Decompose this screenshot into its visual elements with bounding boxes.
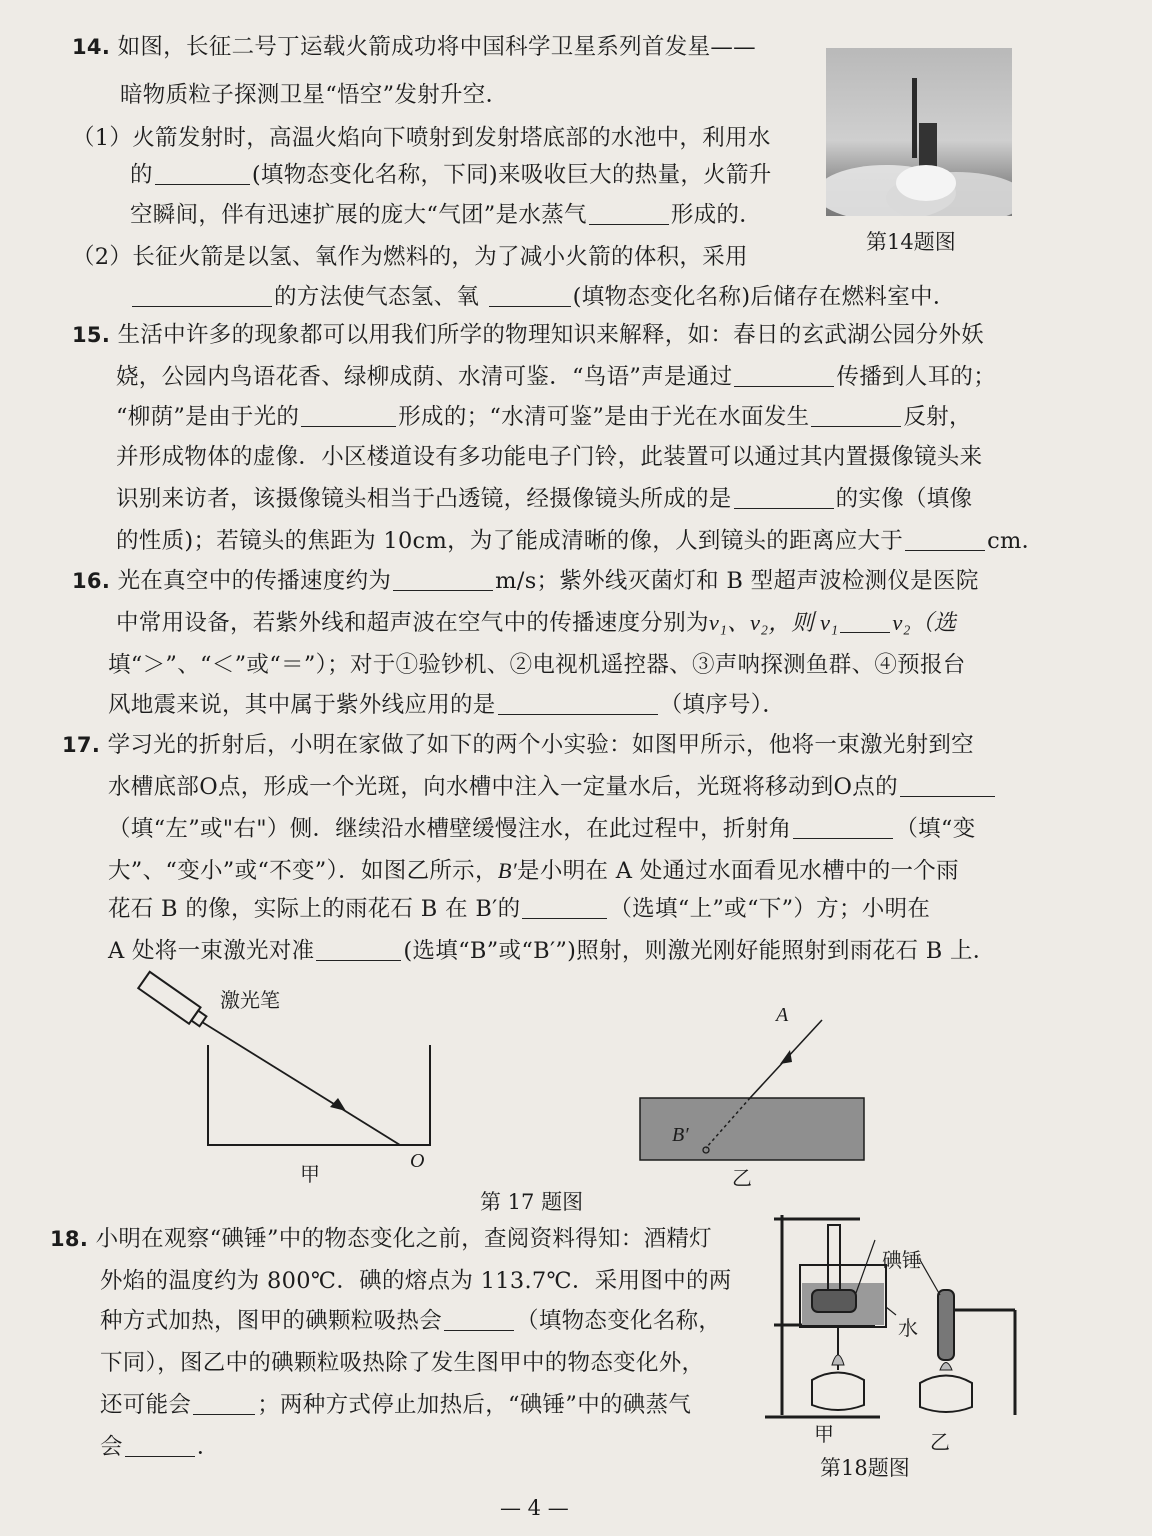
label-O: O bbox=[410, 1150, 425, 1172]
blank-q18-2[interactable] bbox=[193, 1392, 255, 1415]
figure-18 bbox=[760, 1205, 1030, 1435]
blank-q15-5[interactable] bbox=[905, 528, 985, 551]
q18-line3: 种方式加热，图甲的碘颗粒吸热会 （填物态变化名称， bbox=[100, 1308, 722, 1334]
q17-line6: A 处将一束激光对准 (选填“B”或“B′”)照射，则激光刚好能照射到雨花石 B 上． bbox=[108, 938, 996, 964]
q18-line1: 18. 小明在观察“碘锤”中的物态变化之前，查阅资料得知：酒精灯 bbox=[50, 1226, 712, 1252]
label-jia: 甲 bbox=[300, 1162, 320, 1186]
blank-q17-1[interactable] bbox=[900, 774, 995, 797]
q16-line3: 填“＞”、“＜”或“＝”）；对于①验钞机、②电视机遥控器、③声呐探测鱼群、④预报台 bbox=[108, 652, 966, 678]
q14-part2-line2: 的方法使气态氢、氧 (填物态变化名称)后储存在燃料室中． bbox=[130, 282, 956, 312]
label-A: A bbox=[776, 1004, 789, 1026]
label-iodine-hammer: 碘锤 bbox=[882, 1248, 922, 1272]
q16-line2: 中常用设备，若紫外线和超声波在空气中的传播速度分别为v₁、v₂，则 v₁ v₂（选 bbox=[116, 610, 957, 636]
figure-17-yi bbox=[630, 1000, 880, 1170]
q14-line1: 14. 如图，长征二号丁运载火箭成功将中国科学卫星系列首发星—— bbox=[72, 34, 756, 60]
blank-q16-3[interactable] bbox=[498, 692, 658, 715]
blank-q16-1[interactable] bbox=[393, 568, 493, 591]
q15-line2: 娆，公园内鸟语花香、绿柳成荫、水清可鉴．“鸟语”声是通过 传播到人耳的； bbox=[116, 364, 997, 390]
label-laser-pen: 激光笔 bbox=[220, 988, 280, 1012]
q14-part1-line2: 的 (填物态变化名称，下同)来吸收巨大的热量，火箭升 bbox=[130, 162, 772, 188]
q17-line5: 花石 B 的像，实际上的雨花石 B 在 B′的 （选填“上”或“下”）方；小明在 bbox=[108, 896, 931, 922]
q14-part1-line3: 空瞬间，伴有迅速扩展的庞大“气团”是水蒸气 形成的． bbox=[130, 202, 763, 228]
q16-line4: 风地震来说，其中属于紫外线应用的是 （填序号）． bbox=[108, 692, 786, 718]
q17-line4: 大”、“变小”或“不变”）．如图乙所示，B′是小明在 A 处通过水面看见水槽中的一个雨 bbox=[108, 858, 959, 884]
q16-line1: 16. 光在真空中的传播速度约为 m/s；紫外线灭菌灯和 B 型超声波检测仪是医院 bbox=[72, 568, 979, 594]
blank-q17-2[interactable] bbox=[793, 816, 893, 839]
q14-line2: 暗物质粒子探测卫星“悟空”发射升空． bbox=[120, 82, 509, 108]
q14-caption: 第14题图 bbox=[866, 230, 956, 254]
q18-caption: 第18题图 bbox=[820, 1456, 910, 1480]
q15-line3: “柳荫”是由于光的 形成的；“水清可鉴”是由于光在水面发生 反射， bbox=[116, 404, 972, 430]
blank-q14-3[interactable] bbox=[132, 284, 272, 307]
q17-line2: 水槽底部O点，形成一个光斑，向水槽中注入一定量水后，光斑将移动到O点的 bbox=[108, 772, 997, 802]
q18-line4: 下同），图乙中的碘颗粒吸热除了发生图甲中的物态变化外， bbox=[100, 1350, 705, 1376]
blank-q18-1[interactable] bbox=[444, 1308, 514, 1331]
blank-q14-4[interactable] bbox=[489, 284, 571, 307]
q18-line2: 外焰的温度约为 800℃．碘的熔点为 113.7℃．采用图中的两 bbox=[100, 1268, 732, 1294]
blank-q15-2[interactable] bbox=[301, 404, 396, 427]
blank-q17-3[interactable] bbox=[522, 896, 607, 919]
q15-line1: 15. 生活中许多的现象都可以用我们所学的物理知识来解释，如：春日的玄武湖公园分外妖 bbox=[72, 322, 984, 348]
blank-q15-4[interactable] bbox=[734, 486, 834, 509]
rocket-photo bbox=[826, 48, 1012, 216]
page-number: — 4 — bbox=[500, 1496, 569, 1520]
q17-line1: 17. 学习光的折射后，小明在家做了如下的两个小实验：如图甲所示，他将一束激光射到空 bbox=[62, 732, 974, 758]
q17-caption: 第 17 题图 bbox=[480, 1190, 584, 1214]
label-18-jia: 甲 bbox=[814, 1422, 834, 1446]
q14-part2-line1: （2）长征火箭是以氢、氧作为燃料的，为了减小火箭的体积，采用 bbox=[72, 244, 748, 270]
q18-line6: 会 ． bbox=[100, 1434, 220, 1460]
blank-q15-3[interactable] bbox=[811, 404, 901, 427]
blank-q14-2[interactable] bbox=[589, 202, 669, 225]
q15-line4: 并形成物体的虚像．小区楼道设有多功能电子门铃，此装置可以通过其内置摄像镜头来 bbox=[116, 444, 983, 470]
q17-line3: （填“左”或"右"）侧．继续沿水槽壁缓慢注水，在此过程中，折射角 （填“变 bbox=[108, 816, 976, 842]
figure-17-jia bbox=[130, 960, 470, 1170]
q15-line5: 识别来访者，该摄像镜头相当于凸透镜，经摄像镜头所成的是 的实像（填像 bbox=[116, 486, 973, 512]
blank-q16-2[interactable] bbox=[840, 610, 890, 633]
label-B-prime: B′ bbox=[672, 1124, 689, 1146]
blank-q18-3[interactable] bbox=[125, 1434, 195, 1457]
label-water: 水 bbox=[898, 1316, 918, 1340]
q18-line5: 还可能会 ；两种方式停止加热后，“碘锤”中的碘蒸气 bbox=[100, 1392, 692, 1418]
blank-q15-1[interactable] bbox=[734, 364, 834, 387]
q15-line6: 的性质)；若镜头的焦距为 10cm，为了能成清晰的像，人到镜头的距离应大于 cm． bbox=[116, 528, 1045, 554]
label-18-yi: 乙 bbox=[930, 1430, 950, 1454]
q14-part1-line1: （1）火箭发射时，高温火焰向下喷射到发射塔底部的水池中，利用水 bbox=[72, 125, 771, 151]
label-yi: 乙 bbox=[732, 1166, 752, 1190]
blank-q17-4[interactable] bbox=[316, 938, 401, 961]
blank-q14-1[interactable] bbox=[155, 162, 250, 185]
